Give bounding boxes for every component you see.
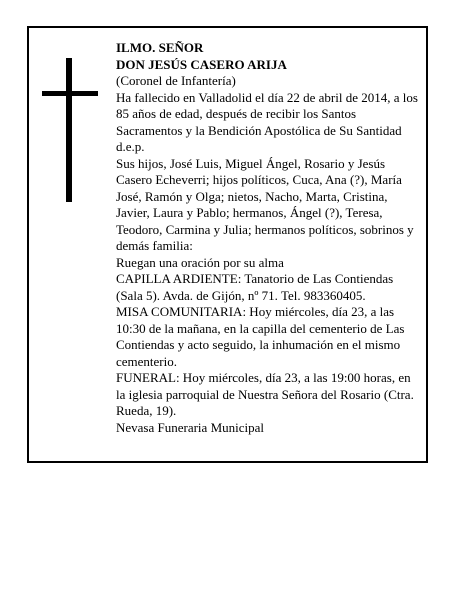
funeral-home: Nevasa Funeraria Municipal [116,419,265,435]
chapel-info: CAPILLA ARDIENTE: Tanatorio de Las Contiendas (Sala 5). Avda. de Gijón, nº 71. Tel. 983360405. [116,271,394,303]
obituary-notice [27,26,428,463]
cross-horizontal-bar [42,91,98,96]
obituary-text [116,40,422,436]
deceased-name: DON JESÚS CASERO ARIJA [116,56,287,72]
rip-text: d.e.p. [116,139,145,154]
funeral-info: FUNERAL: Hoy miércoles, día 23, a las 19:00 horas, en la iglesia parroquial de Nuestra Señora del Rosario (Ctra. Rueda, 19). [116,370,414,418]
deceased-rank: (Coronel de Infantería) [116,73,236,88]
heading-title: ILMO. SEÑOR [116,40,204,55]
mass-info: MISA COMUNITARIA: Hoy miércoles, día 23, a las 10:30 de la mañana, en la capilla del cementerio de Las Contiendas y acto seguido, la inhumación en el mismo cementerio. [116,304,405,369]
cross-icon [42,58,98,202]
cross-vertical-bar [66,58,72,202]
family-list: Sus hijos, José Luis, Miguel Ángel, Rosario y Jesús Casero Echeverri; hijos políticos, Cuca, Ana (?), María José, Ramón y Olga; nietos, Nacho, Marta, Cristina, Javier, Laura y Pablo; hermanos, Ángel (?), Teresa, Teodoro, Carmina y Julia; hermanos políticos, sobrinos y demás familia: [116,155,414,253]
death-notice: Ha fallecido en Valladolid el día 22 de abril de 2014, a los 85 años de edad, después de recibir los Santos Sacramentos y la Bendición Apostólica de Su Santidad [116,89,418,138]
prayer-request: Ruegan una oración por su alma [116,254,284,270]
